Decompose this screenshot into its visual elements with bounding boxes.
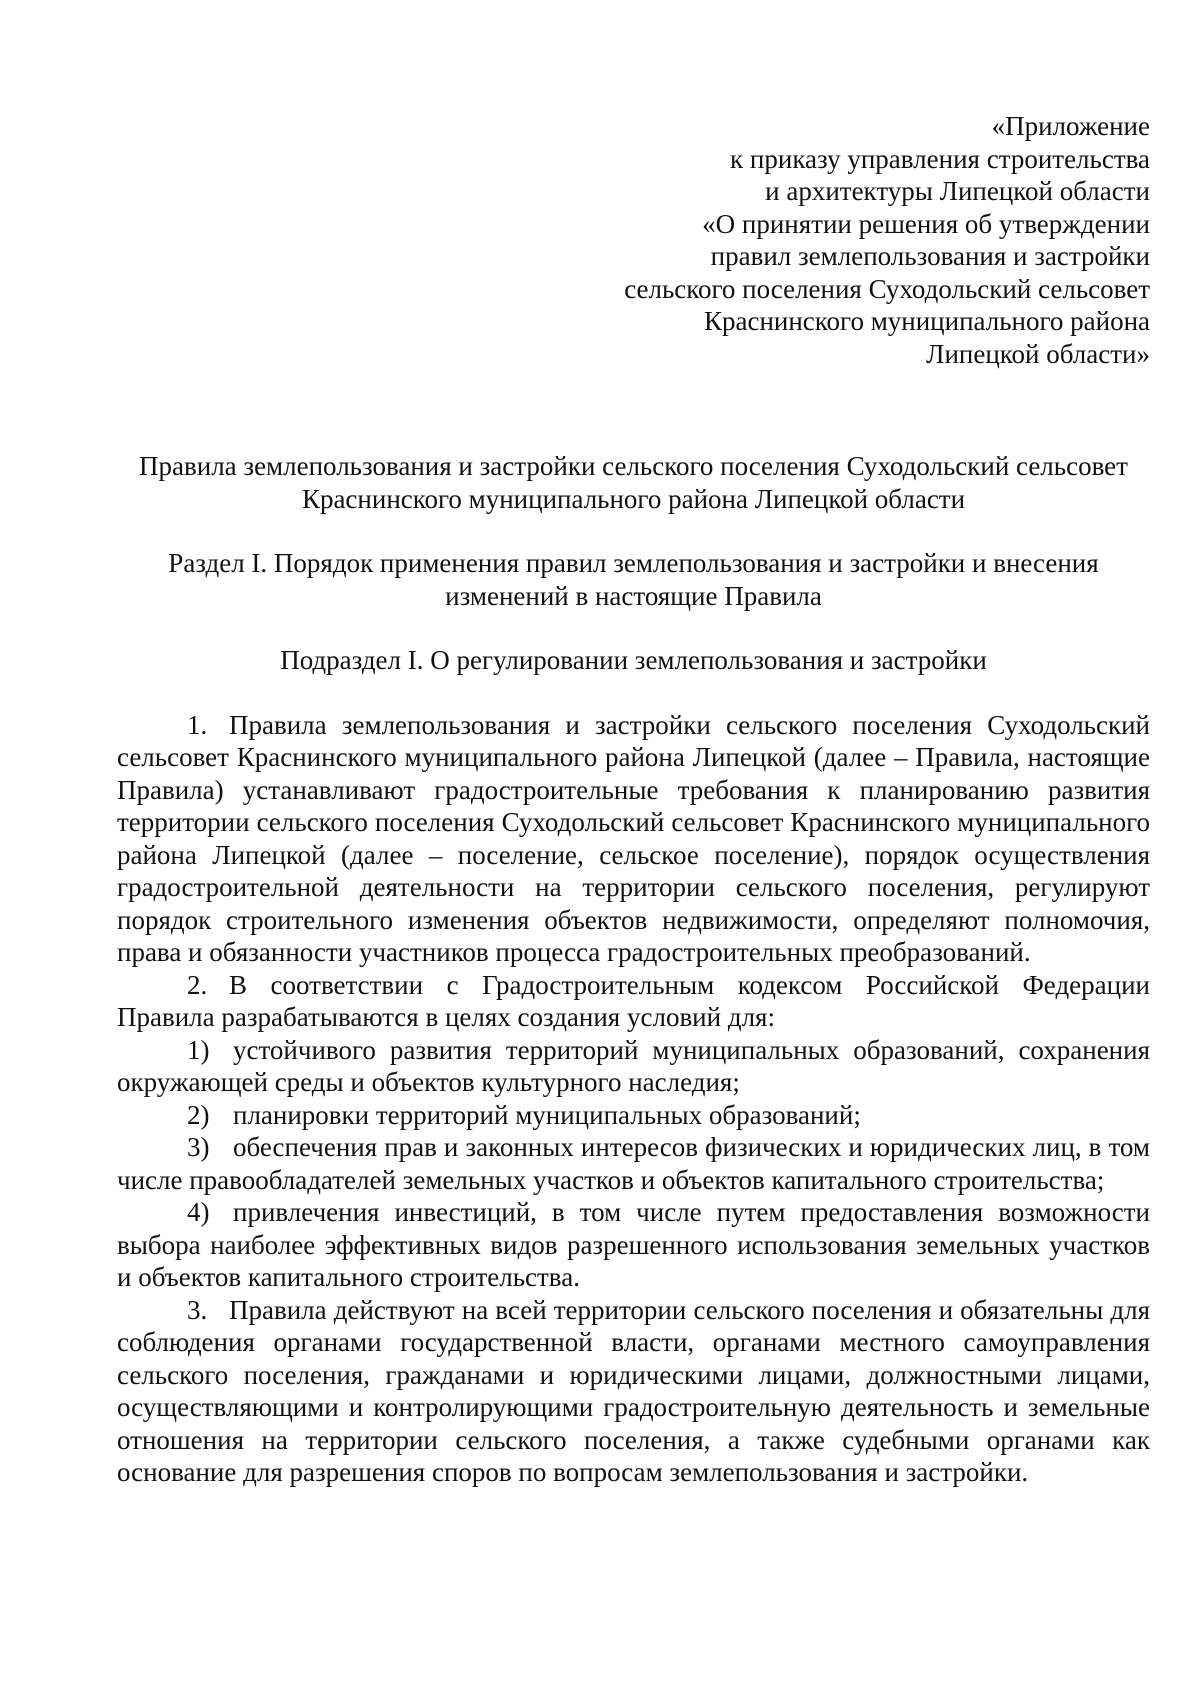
paragraph-3 — [117, 1294, 1150, 1489]
list-item-3 — [117, 1131, 1150, 1196]
document-title: Правила землепользования и застройки сельского поселения Суходольский сельсовет Краснинского муниципального района Липецкой области — [139, 451, 1128, 514]
appendix-line: правил землепользования и застройки — [710, 241, 1150, 271]
document-body — [117, 709, 1150, 1489]
list-item-number: 3) — [187, 1132, 210, 1162]
paragraph-text: В соответствии с Градостроительным кодексом Российской Федерации Правила разрабатываются в целях создания условий для: — [117, 969, 1150, 1032]
paragraph-2 — [117, 969, 1150, 1034]
list-item-number: 1) — [187, 1034, 210, 1065]
list-item-1 — [117, 1034, 1150, 1099]
list-item-number: 4) — [187, 1197, 210, 1227]
appendix-line: и архитектуры Липецкой области — [765, 176, 1150, 206]
list-item-text: устойчивого развития территорий муниципальных образований, сохранения окружающей среды и объектов культурного наследия; — [117, 1034, 1150, 1097]
list-item-text: планировки территорий муниципальных образований; — [233, 1099, 861, 1130]
paragraph-text: Правила действуют на всей территории сельского поселения и обязательны для соблюдения органами государственной власти, органами местного самоуправления сельского поселения, гражданами и юридическими лицами, должностными лицами, осуществляющими и контролирующими градостроительную деятельность и земельные отношения на территории сельского поселения, а также судебными органами как основание для разрешения споров по вопросам землепользования и застройки. — [117, 1294, 1150, 1487]
appendix-line: «О принятии решения об утверждении — [702, 208, 1150, 239]
appendix-line: Краснинского муниципального района — [703, 306, 1150, 336]
list-item-4 — [117, 1196, 1150, 1294]
document-content — [117, 110, 1150, 1489]
list-item-number: 2) — [187, 1099, 210, 1130]
paragraph-1 — [117, 709, 1150, 969]
paragraph-number: 3. — [187, 1294, 208, 1325]
appendix-line: к приказу управления строительства — [730, 143, 1150, 174]
paragraph-number: 2. — [187, 969, 208, 1000]
list-item-2 — [117, 1099, 1150, 1132]
appendix-line: Липецкой области» — [926, 338, 1150, 369]
list-item-text: обеспечения прав и законных интересов физических и юридических лиц, в том числе правообладателей земельных участков и объектов капитального строительства; — [117, 1132, 1150, 1195]
appendix-line: сельского поселения Суходольский сельсовет — [624, 273, 1150, 304]
list-item-text: привлечения инвестиций, в том числе путем предоставления возможности выбора наиболее эффективных видов разрешенного использования земельных участков и объектов капитального строительства. — [117, 1197, 1150, 1292]
subsection-title: Подраздел I. О регулировании землепользования и застройки — [280, 645, 987, 675]
appendix-header — [117, 110, 1150, 370]
paragraph-text: Правила землепользования и застройки сельского поселения Суходольский сельсовет Краснинского муниципального района Липецкой (далее – Правила, настоящие Правила) устанавливают градостроительные требования к планированию развития территории сельского поселения Суходольский сельсовет Краснинского муниципального района Липецкой (далее – поселение, сельское поселение), порядок осуществления градостроительной деятельности на территории сельского поселения, регулируют порядок строительного изменения объектов недвижимости, определяют полномочия, права и обязанности участников процесса градостроительных преобразований. — [117, 709, 1150, 967]
paragraph-number: 1. — [187, 709, 208, 740]
section-title: Раздел I. Порядок применения правил землепользования и застройки и внесения изменений в настоящие Правила — [168, 548, 1099, 611]
appendix-line: «Приложение — [991, 111, 1150, 141]
